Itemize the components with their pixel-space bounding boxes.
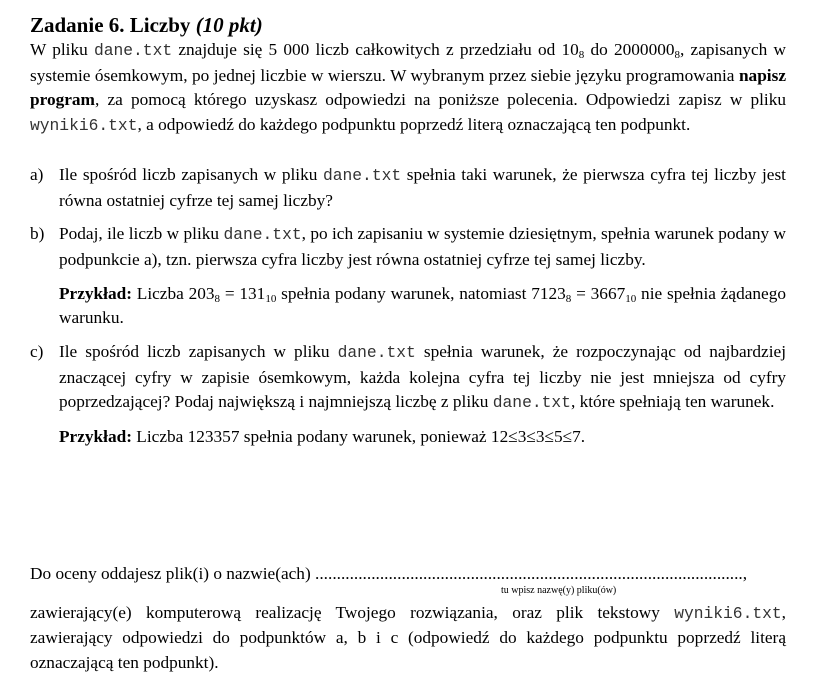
filename-blank[interactable]: ..................................................................................................., [315,564,748,583]
submission-footer [30,562,786,676]
hint-row [30,584,786,601]
item-label: b) [30,224,45,244]
intro-paragraph: W pliku dane.txt znajduje się 5 000 liczb całkowitych z przedziału od $10_8$ do $2000000_8$, zapisanych w systemie ósemkowym, po jednej liczbie w wierszu. W wybranym przez siebie języku programowania napisz program, za pomocą którego uzyskasz odpowiedzi na poniższe polecenia. Odpowiedzi zapisz w pliku wyniki6.txt, a odpowiedź do każdego podpunktu poprzedź literą oznaczającą ten podpunkt. [30,40,786,136]
task-points: (10 pkt) [195,13,263,37]
item-label: a) [30,164,44,184]
item-a: a) Ile spośród liczb zapisanych w pliku dane.txt spełnia taki warunek, że pierwsza cyfra tej liczby jest równa ostatniej cyfrze tej samej liczby? [30,164,786,210]
submission-line: Do oceny oddajesz plik(i) o nazwie(ach) ..................................................................................................., [30,564,748,583]
filename: dane.txt [492,393,571,413]
submission-paragraph: zawierający(e) komputerową realizację Twojego rozwiązania, oraz plik tekstowy wyniki6.txt, zawierający odpowiedzi do podpunktów a, b i c (odpowiedź do każdego podpunktu poprzedź literą oznaczającą ten podpunkt). [30,602,786,673]
filename: wyniki6.txt [674,603,782,623]
task-title [30,12,786,38]
example-b: Przykład: Liczba $203_8 = 131_{10}$ spełnia podany warunek, natomiast $7123_8 = 3667_{10}$ nie spełnia żądanego warunku. [59,283,786,328]
filename-hint: tu wpisz nazwę(y) pliku(ów) [501,584,617,596]
filename: dane.txt [223,225,302,245]
filename: dane.txt [93,41,173,60]
filename: wyniki6.txt [30,116,138,136]
item-b: b) Podaj, ile liczb w pliku dane.txt, po ich zapisaniu w systemie dziesiętnym, spełnia warunek podany w podpunkcie a), tzn. pierwsza cyfra liczby jest równa ostatniej cyfrze tej samej liczby. [30,224,786,269]
filename: dane.txt [322,165,402,185]
example-c: Przykład: Liczba 123357 spełnia podany warunek, ponieważ 12≤3≤3≤5≤7. [59,427,586,447]
filename: dane.txt [337,343,416,363]
task-page [30,12,786,450]
item-label: c) [30,342,44,362]
task-title-text: Zadanie 6. Liczby [30,13,191,37]
item-c: c) Ile spośród liczb zapisanych w pliku dane.txt spełnia warunek, że rozpoczynając od najbardziej znaczącej cyfry w zapisie ósemkowym, każda kolejna cyfra tej liczby nie jest mniejsza od cyfry poprzedzającej? Podaj największą i najmniejszą liczbę z pliku dane.txt, które spełniają ten warunek. [30,342,786,413]
